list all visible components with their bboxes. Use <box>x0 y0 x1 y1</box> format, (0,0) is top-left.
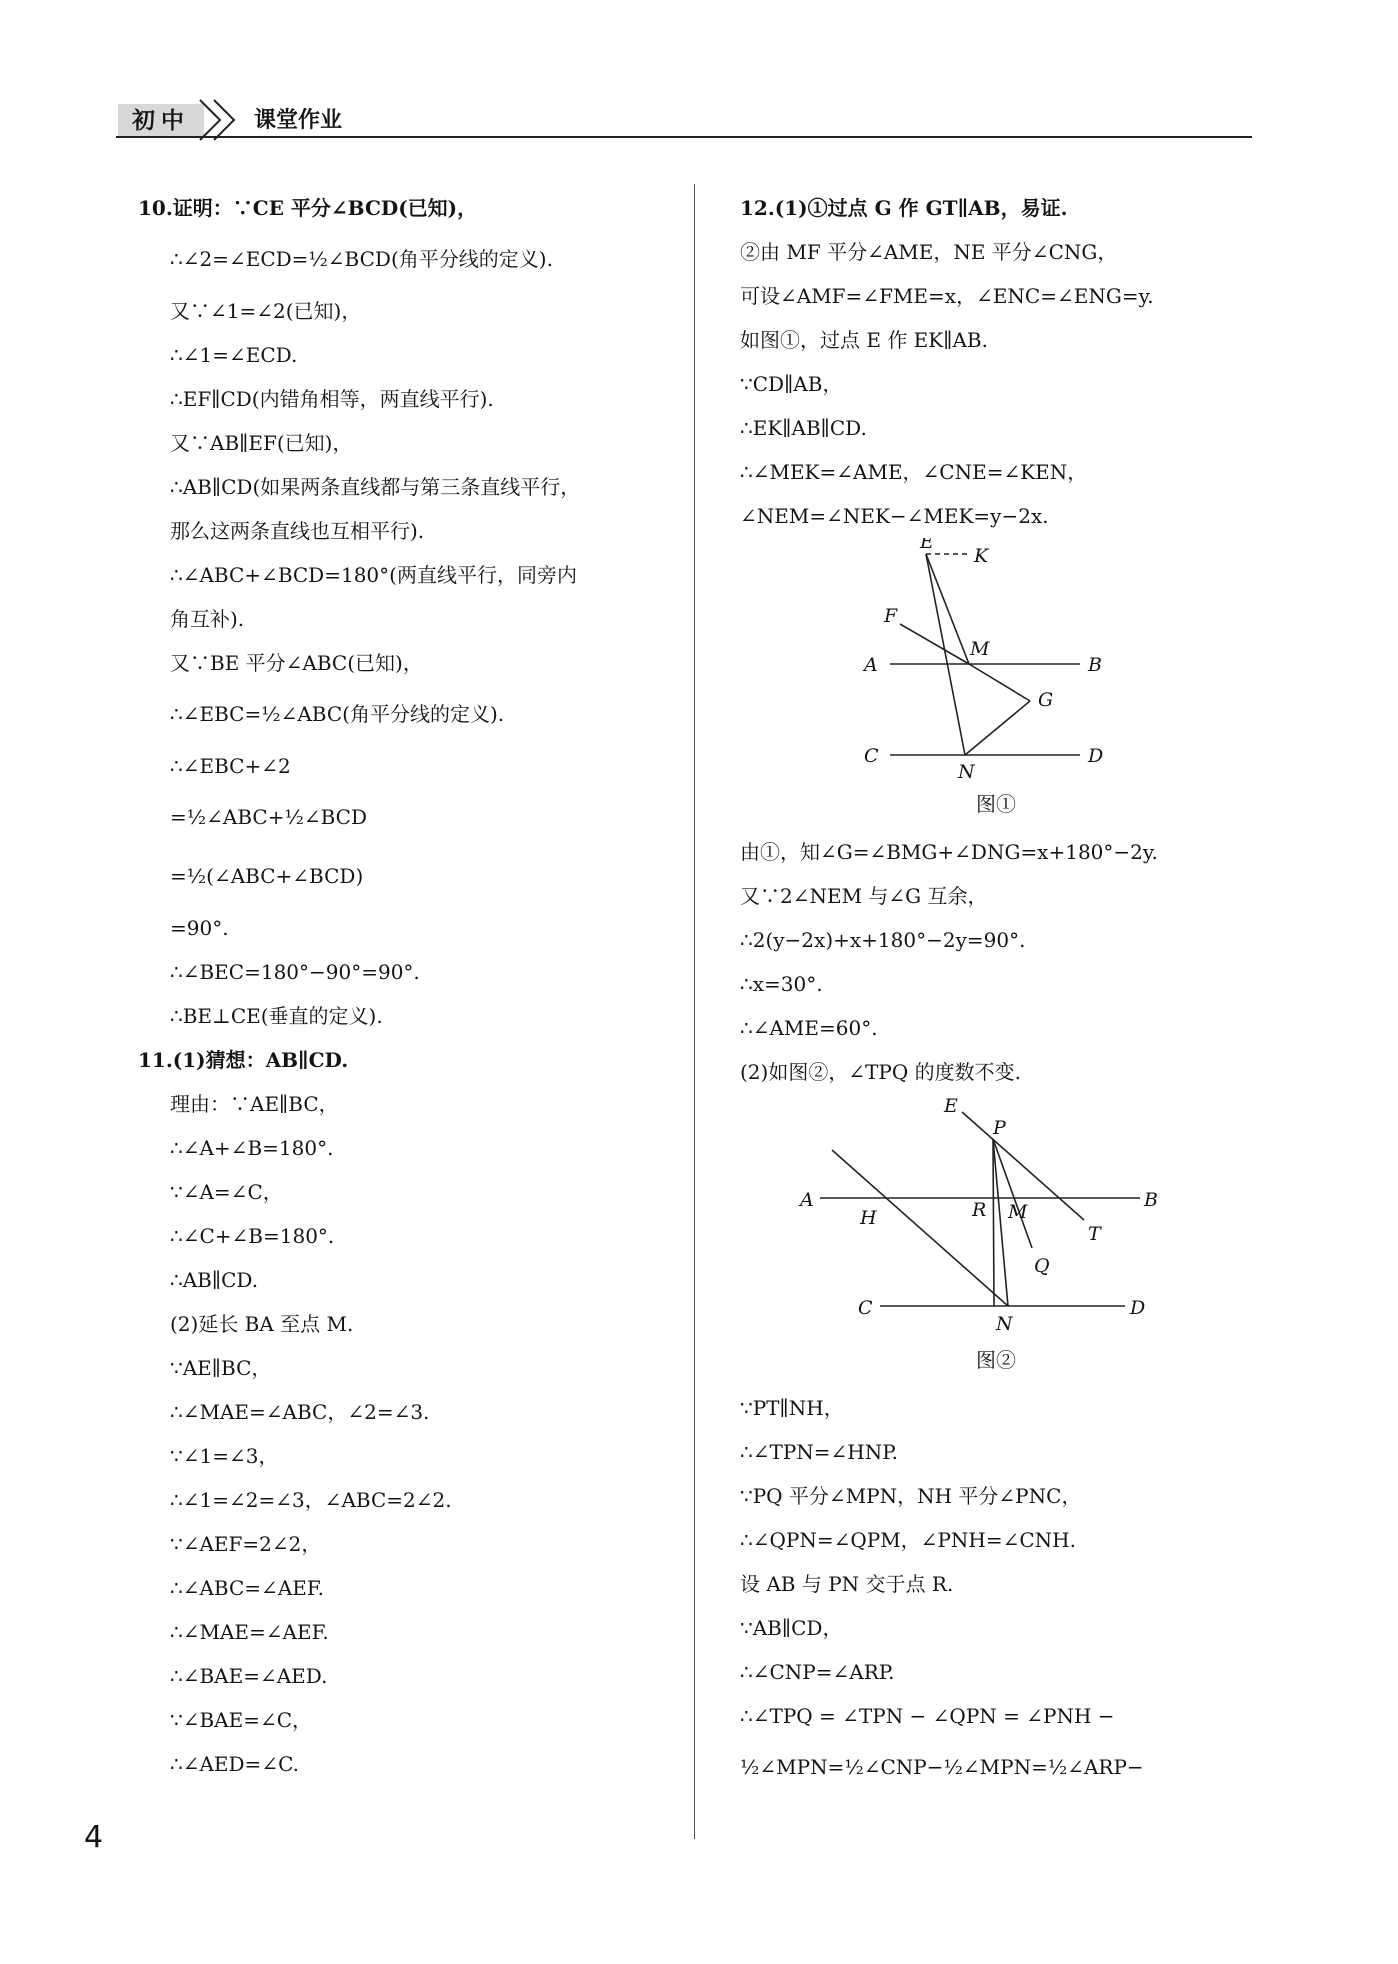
fig1-label-N: N <box>958 761 975 783</box>
text-line: ∴∠QPN=∠QPM，∠PNH=∠CNH. <box>740 1528 1076 1552</box>
solution-12-part2 <box>740 1386 1252 1797</box>
text-line: =½∠ABC+½∠BCD <box>170 805 368 829</box>
figure-2-caption: 图② <box>976 1348 1016 1372</box>
text-line: ∴∠ABC+∠BCD=180°(两直线平行，同旁内 <box>170 563 577 587</box>
text-line: ∴∠EBC+∠2 <box>170 754 291 778</box>
right-column <box>740 186 1252 1797</box>
text-line: 又∵2∠NEM 与∠G 互余， <box>740 884 988 908</box>
text-line: ∴∠TPQ = ∠TPN − ∠QPN = ∠PNH − <box>740 1704 1115 1728</box>
text-line: ∴∠MEK=∠AME，∠CNE=∠KEN， <box>740 460 1088 484</box>
fig2-label-B: B <box>1144 1189 1158 1211</box>
fig2-label-H: H <box>860 1207 877 1229</box>
text-line: ∴AB∥CD. <box>170 1268 259 1292</box>
text-line: ∴∠A+∠B=180°. <box>170 1136 334 1160</box>
fig1-label-M: M <box>970 638 990 660</box>
fig2-label-A: A <box>800 1189 814 1211</box>
text-line: 12.(1)①过点 G 作 GT∥AB，易证. <box>740 196 1068 220</box>
fig1-label-B: B <box>1088 654 1102 676</box>
fig2-label-R: R <box>972 1199 987 1221</box>
text-line: ∴EF∥CD(内错角相等，两直线平行). <box>170 387 494 411</box>
figure-2 <box>740 1094 1252 1386</box>
text-line: 10.证明：∵CE 平分∠BCD(已知)， <box>138 196 478 220</box>
text-line: ∴∠C+∠B=180°. <box>170 1224 335 1248</box>
text-line: 又∵AB∥EF(已知)， <box>170 431 353 455</box>
fig2-label-N: N <box>996 1313 1013 1335</box>
fig1-label-G: G <box>1038 689 1054 711</box>
text-line: ∵∠A=∠C， <box>170 1180 283 1204</box>
header-badge: 初中 <box>118 104 204 138</box>
text-line: ∴∠1=∠2=∠3，∠ABC=2∠2. <box>170 1488 452 1512</box>
header-title: 课堂作业 <box>254 108 343 133</box>
text-line: ∴∠2=∠ECD=½∠BCD(角平分线的定义). <box>170 247 553 271</box>
text-line: ∴∠ABC=∠AEF. <box>170 1576 324 1600</box>
text-line: (2)如图②，∠TPQ 的度数不变. <box>740 1060 1021 1084</box>
text-line: ∴AB∥CD(如果两条直线都与第三条直线平行， <box>170 475 581 499</box>
text-line: 11.(1)猜想：AB∥CD. <box>138 1048 349 1072</box>
left-column <box>138 186 680 1786</box>
text-line: ∴∠AME=60°. <box>740 1016 878 1040</box>
text-line: (2)延长 BA 至点 M. <box>170 1312 354 1336</box>
text-line: ∴∠BEC=180°−90°=90°. <box>170 960 420 984</box>
text-line: 又∵BE 平分∠ABC(已知)， <box>170 651 423 675</box>
text-line: 角互补). <box>170 607 245 631</box>
fig1-label-A: A <box>864 654 878 676</box>
text-line: ∴∠BAE=∠AED. <box>170 1664 328 1688</box>
page-number: 4 <box>84 1820 104 1855</box>
fig1-label-D: D <box>1088 745 1104 767</box>
fig2-label-D: D <box>1130 1297 1146 1319</box>
text-line: ∴∠MAE=∠ABC，∠2=∠3. <box>170 1400 430 1424</box>
figure-1-caption: 图① <box>976 792 1016 816</box>
text-line: ∴∠1=∠ECD. <box>170 343 298 367</box>
fig2-label-E: E <box>944 1095 958 1117</box>
fig2-label-C: C <box>858 1297 873 1319</box>
fig2-label-P: P <box>993 1117 1006 1139</box>
figure-2-diagram <box>740 1094 1252 1356</box>
fig1-label-F: F <box>884 605 898 627</box>
figure-1 <box>740 538 1252 830</box>
text-line: ∵PT∥NH， <box>740 1396 844 1420</box>
text-line: ∠NEM=∠NEK−∠MEK=y−2x. <box>740 504 1049 528</box>
text-line: 那么这两条直线也互相平行). <box>170 519 425 543</box>
text-line: ∵∠1=∠3， <box>170 1444 279 1468</box>
header-rule <box>116 136 1252 138</box>
fig1-label-E: E <box>920 538 934 553</box>
text-line: 又∵∠1=∠2(已知)， <box>170 299 362 323</box>
text-line: ∵CD∥AB， <box>740 372 843 396</box>
figure-1-diagram <box>740 538 1252 800</box>
fig2-label-M: M <box>1008 1201 1028 1223</box>
text-line: ∴∠MAE=∠AEF. <box>170 1620 329 1644</box>
text-line: 由①，知∠G=∠BMG+∠DNG=x+180°−2y. <box>740 840 1158 864</box>
fig2-label-T: T <box>1088 1223 1101 1245</box>
text-line: ∴∠EBC=½∠ABC(角平分线的定义). <box>170 702 505 726</box>
text-line: ∴∠TPN=∠HNP. <box>740 1440 898 1464</box>
text-line: ∴∠AED=∠C. <box>170 1752 300 1776</box>
text-line: 设 AB 与 PN 交于点 R. <box>740 1572 954 1596</box>
text-line: ∴BE⊥CE(垂直的定义). <box>170 1004 383 1028</box>
text-line: ∴2(y−2x)+x+180°−2y=90°. <box>740 928 1026 952</box>
text-line: 理由：∵AE∥BC， <box>170 1092 339 1116</box>
text-line: 如图①，过点 E 作 EK∥AB. <box>740 328 988 352</box>
solution-12-part1 <box>740 186 1252 538</box>
text-line: =90°. <box>170 916 229 940</box>
text-line: ∴EK∥AB∥CD. <box>740 416 867 440</box>
column-divider <box>694 184 695 1839</box>
text-line: =½(∠ABC+∠BCD) <box>170 864 364 888</box>
fig2-label-Q: Q <box>1034 1255 1050 1277</box>
fig1-label-K: K <box>974 545 989 567</box>
text-line: ∵AB∥CD， <box>740 1616 843 1640</box>
text-line: ∵PQ 平分∠MPN，NH 平分∠PNC， <box>740 1484 1082 1508</box>
text-line: ②由 MF 平分∠AME，NE 平分∠CNG， <box>740 240 1118 264</box>
text-line: ∵∠AEF=2∠2， <box>170 1532 322 1556</box>
text-line: 可设∠AMF=∠FME=x，∠ENC=∠ENG=y. <box>740 284 1154 308</box>
text-line: ∴∠CNP=∠ARP. <box>740 1660 895 1684</box>
solution-12-part1-continued <box>740 830 1252 1094</box>
text-line: ∴x=30°. <box>740 972 823 996</box>
text-line: ∵∠BAE=∠C， <box>170 1708 313 1732</box>
text-line: ∵AE∥BC， <box>170 1356 272 1380</box>
text-line: ½∠MPN=½∠CNP−½∠MPN=½∠ARP− <box>740 1755 1144 1779</box>
fig1-label-C: C <box>864 745 879 767</box>
